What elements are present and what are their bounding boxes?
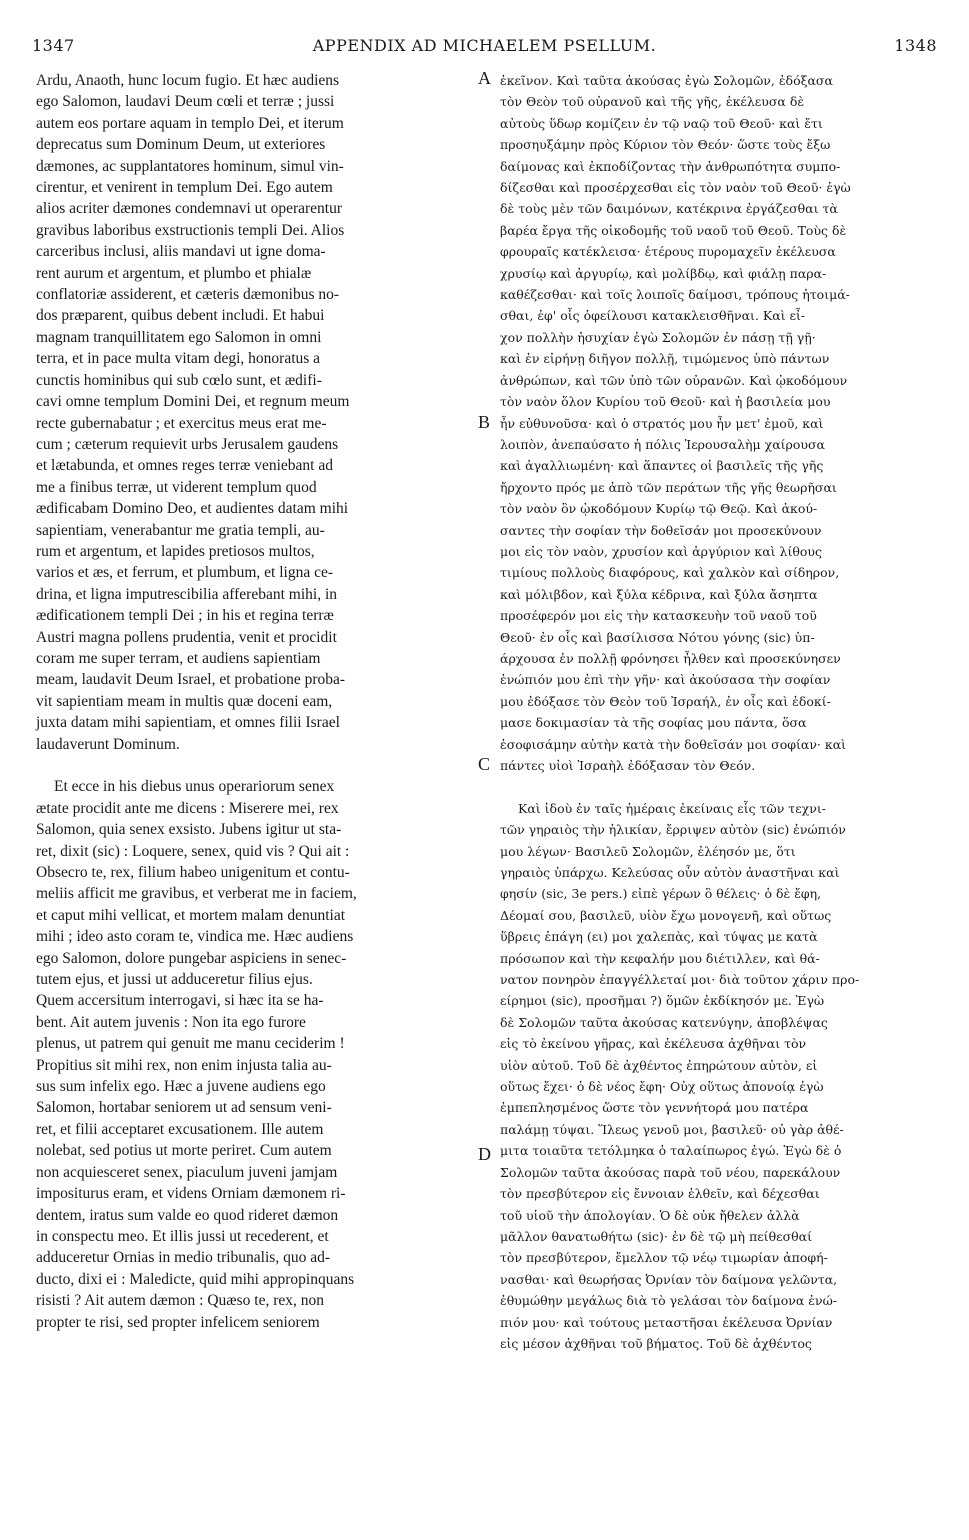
running-title: APPENDIX AD MICHAELEM PSELLUM. [312,36,657,55]
running-header [32,36,937,60]
greek-column [500,70,936,1354]
latin-column [36,70,473,1333]
greek-paragraph-2: Καὶ ἰδοὺ ἐν ταῖς ἡμέραις ἐκείναις εἷς τῶν τεχνι- τῶν γηραιὸς τὴν ἡλικίαν, ἔρριψεν αὐτὸν (sic) ἐνώπιόν μου λέγων· Βασιλεῦ Σολομῶν, ἐλέησόν με, ὅτι γηραιὸς ὑπάρχω. Κελεύσας οὖν αὐτὸν ἀναστῆναι καὶ φησίν (sic, 3e pers.) εἰπὲ γέρων ὃ θέλεις· ὁ δὲ ἔφη, Δέομαί σου, βασιλεῦ, υἱὸν ἔχω μονογενῆ, καὶ οὕτως ὕβρεις ἐπάγη (ει) μοι χαλεπὰς, καὶ τύψας με κατὰ πρόσωπον καὶ τὴν κεφαλήν μου διέτιλλεν, καὶ θά- νατον πονηρὸν ἐπαγγέλλεταί μοι· διὰ τοῦτον χάριν προ- είρημοι (sic), προσῆμαι ?) ὅμῶν ἐκδίκησόν με. Ἐγὼ δὲ Σολομῶν ταῦτα ἀκούσας κατενύγην, ἀποβλέψας εἰς τὸ ἐκείνου γῆρας, καὶ ἐκέλευσα ἀχθῆναι τὸν υἱὸν αὐτοῦ. Τοῦ δὲ ἀχθέντος ἐπηρώτουν αὐτὸν, εἰ οὕτως ἔχει· ὁ δὲ νέος ἔφη· Οὐχ οὕτως ἀπονοίᾳ ἐγὼ ἐμπεπλησμένος ὥστε τὸν γεννήτορά μου πατέρα παλάμῃ τύψαι. Ἵλεως γενοῦ μοι, βασιλεῦ· οὐ γὰρ ἀθέ- μιτα τοιαῦτα τετόλμηκα ὁ ταλαίπωρος ἐγώ. Ἐγὼ δὲ ὁ Σολομῶν ταῦτα ἀκούσας παρὰ τοῦ νέου, παρεκάλουν τὸν πρεσβύτερον εἰς ἔννοιαν ἐλθεῖν, καὶ δέχεσθαι τοῦ υἱοῦ τὴν ἀπολογίαν. Ὁ δὲ οὐκ ἤθελεν ἀλλὰ μᾶλλον θανατωθήτω (sic)· ἐν δὲ τῷ μὴ πείθεσθαί τὸν πρεσβύτερον, ἔμελλον τῷ νέῳ τιμωρίαν ἀποφή- νασθαι· καὶ θεωρήσας Ὀρνίαν τὸν δαίμονα γελῶντα, ἐθυμώθην μεγάλως διὰ τὸ γελάσαι τὸν δαίμονα ἐνώ- πιόν μου· καὶ τούτους μεταστῆσαι ἐκέλευσα Ὀρνίαν εἰς μέσον ἀχθῆναι τοῦ βήματος. Τοῦ δὲ ἀχθέντος [500,800,860,1351]
greek-paragraph-1: ἐκεῖνον. Καὶ ταῦτα ἀκούσας ἐγὼ Σολομῶν, ἐδόξασα τὸν Θεὸν τοῦ οὐρανοῦ καὶ τῆς γῆς, ἐκέλευσα δὲ αὐτοὺς ὕδωρ κομίζειν ἐν τῷ ναῷ τοῦ Θεοῦ· καὶ ἔτι προσηυξάμην πρὸς Κύριον τὸν Θεόν· ὥστε τοὺς ἔξω δαίμονας καὶ ἐκποδίζοντας τὴν ἀνθρωπότητα συμπο- δίζεσθαι καὶ προσέρχεσθαι εἰς τὸν ναὸν τοῦ Θεοῦ· ἐγὼ δὲ τοὺς μὲν τῶν δαιμόνων, κατέκρινα ἐργάζεσθαι τὰ βαρέα ἔργα τῆς οἰκοδομῆς τοῦ ναοῦ τοῦ Θεοῦ. Τοὺς δὲ φρουραῖς κατέκλεισα· ἑτέρους πυρομαχεῖν ἐκέλευσα χρυσίῳ καὶ ἀργυρίῳ, καὶ μολίβδῳ, καὶ φιάλῃ παρα- καθέζεσθαι· καὶ τοῖς λοιποῖς δαίμοσι, τρόπους ἡτοιμά- σθαι, ἐφ' οἷς ὀφείλουσι κατακλεισθῆναι. Καὶ εἶ- χον πολλὴν ἡσυχίαν ἐγὼ Σολομῶν ἐν πάσῃ τῇ γῇ· καὶ ἐν εἰρήνῃ διῆγον πολλῇ, τιμώμενος ὑπὸ πάντων ἀνθρώπων, καὶ τῶν ὑπὸ τῶν οὐρανῶν. Καὶ ᾠκοδόμουν τὸν ναὸν ὅλον Κυρίου τοῦ Θεοῦ· καὶ ἡ βασιλεία μου ἦν εὐθυνοῦσα· καὶ ὁ στρατός μου ἦν μετ' ἐμοῦ, καὶ λοιπὸν, ἀνεπαύσατο ἡ πόλις Ἱερουσαλὴμ χαίρουσα καὶ ἀγαλλιωμένη· καὶ ἅπαντες οἱ βασιλεῖς τῆς γῆς ἤρχοντο πρός με ἀπὸ τῶν περάτων τῆς γῆς θεωρῆσαι τὸν ναὸν ὃν ᾠκοδόμουν Κυρίῳ τῷ Θεῷ. Καὶ ἀκού- σαντες τὴν σοφίαν τὴν δοθεῖσάν μοι προσεκύνουν μοι εἰς τὸν ναὸν, χρυσίον καὶ ἀργύριον καὶ λίθους τιμίους πολλοὺς διαφόρους, καὶ χαλκὸν καὶ σίδηρον, καὶ μόλιβδον, καὶ ξύλα κέδρινα, καὶ ξύλα ἄσηπτα προσέφερόν μοι εἰς τὴν κατασκευὴν τοῦ ναοῦ τοῦ Θεοῦ· ἐν οἷς καὶ βασίλισσα Νότου γόνης (sic) ὑπ- άρχουσα ἐν πολλῇ φρόνησει ἦλθεν καὶ προσεκύνησεν ἐνώπιόν μου ἐπὶ τὴν γῆν· καὶ ἀκούσασα τὴν σοφίαν μου ἐδόξασε τὸν Θεὸν τοῦ Ἰσραήλ, ἐν οἷς καὶ ἐδοκί- μασε δοκιμασίαν τὰ τῆς σοφίας μου πάντα, ὅσα ἐσοφισάμην αὐτὴν κατὰ τὴν δοθεῖσάν μοι σοφίαν· καὶ πάντες υἱοὶ Ἰσραὴλ ἐδόξασαν τὸν Θεόν. [500,73,851,773]
section-marker-d: D [478,1144,491,1164]
page-number-right: 1348 [894,36,937,55]
latin-paragraph-2: Et ecce in his diebus unus operariorum senex ætate procidit ante me dicens : Miserere mei, rex Salomon, quia senex exsisto. Jubens igitur ut sta- ret, dixit (sic) : Loquere, senex, quid vis ? Qui ait : Obsecro te, rex, filium habeo unigenitum et contu- meliis afficit me gravibus, et verberat me in faciem, et caput mihi vellicat, et mortem malam denuntiat mihi ; ideo asto coram te, vindica me. Hæc audiens ego Salomon, dolore pungebar aspiciens in senec- tutem ejus, et jussi ut adduceretur filius ejus. Quem accersitum interrogavi, si hæc ita se ha- bent. Ait autem juvenis : Non ita ego furore plenus, ut patrem qui genuit me manu ceciderim ! Propitius sit mihi rex, non enim injusta talia au- sus sum infelix ego. Hæc a juvene audiens ego Salomon, hortabar seniorem ut ad sensum veni- ret, et filii acceptaret excusationem. Ille autem nolebat, sed potius ut morte periret. Cum autem non acquiesceret senex, piaculum juveni jamjam impositurus eram, et videns Orniam dæmonem ri- dentem, iratus sum valde eo quod rideret dæmon in conspectu meo. Et illis jussi ut recederent, et adduceretur Ornias in medio tribunalis, quo ad- ducto, dixi ei : Maledicte, quid mihi appropinquans risisti ? Ait autem dæmon : Quæso te, rex, non propter te risi, sed propter infelicem seniorem [36,778,357,1331]
page-number-left: 1347 [32,36,75,55]
section-marker-c: C [478,754,491,774]
section-marker-a: A [478,68,491,88]
latin-paragraph-1: Ardu, Anaoth, hunc locum fugio. Et hæc audiens ego Salomon, laudavi Deum cœli et terræ ; jussi autem eos portare aquam in templo Dei, et iterum deprecatus sum Dominum Deum, ut exteriores dæmones, ac supplantatores hominum, simul vin- cirentur, et venirent in templum Dei. Ego autem alios acriter dæmones condemnavi ut operarentur gravibus laboribus exstructionis templi Dei. Alios carceribus inclusi, aliis mandavi ut igne doma- rent aurum et argentum, et plumbo et phialæ conflatoriæ assiderent, et cæteris dæmonibus no- dos præparent, quibus debent includi. Et habui magnam tranquillitatem ego Salomon in omni terra, et in pace multa vitam degi, honoratus a cunctis hominibus qui sub cœlo sunt, et ædifi- cavi omne templum Domini Dei, et regnum meum recte gubernabatur ; et exercitus meus erat me- cum ; cæterum requievit urbs Jerusalem gaudens et lætabunda, et omnes reges terræ veniebant ad me a finibus terræ, ut viderent templum quod ædificabam Domino Deo, et audientes datam mihi sapientiam, venerabantur me gratia templi, au- rum et argentum, et lapides pretiosos multos, varios et æs, et ferrum, et plumbum, et ligna ce- drina, et ligna imputrescibilia afferebant mihi, in ædificationem templi Dei ; in his et regina terræ Austri magna pollens prudentia, venit et procidit coram me super terram, et audiens sapientiam meam, laudavit Deum Israel, et probatione proba- vit sapientiam meam in multis quæ doceni eam, juxta datam mihi sapientiam, et omnes filii Israel laudaverunt Dominum. [36,72,350,753]
section-marker-b: B [478,412,491,432]
